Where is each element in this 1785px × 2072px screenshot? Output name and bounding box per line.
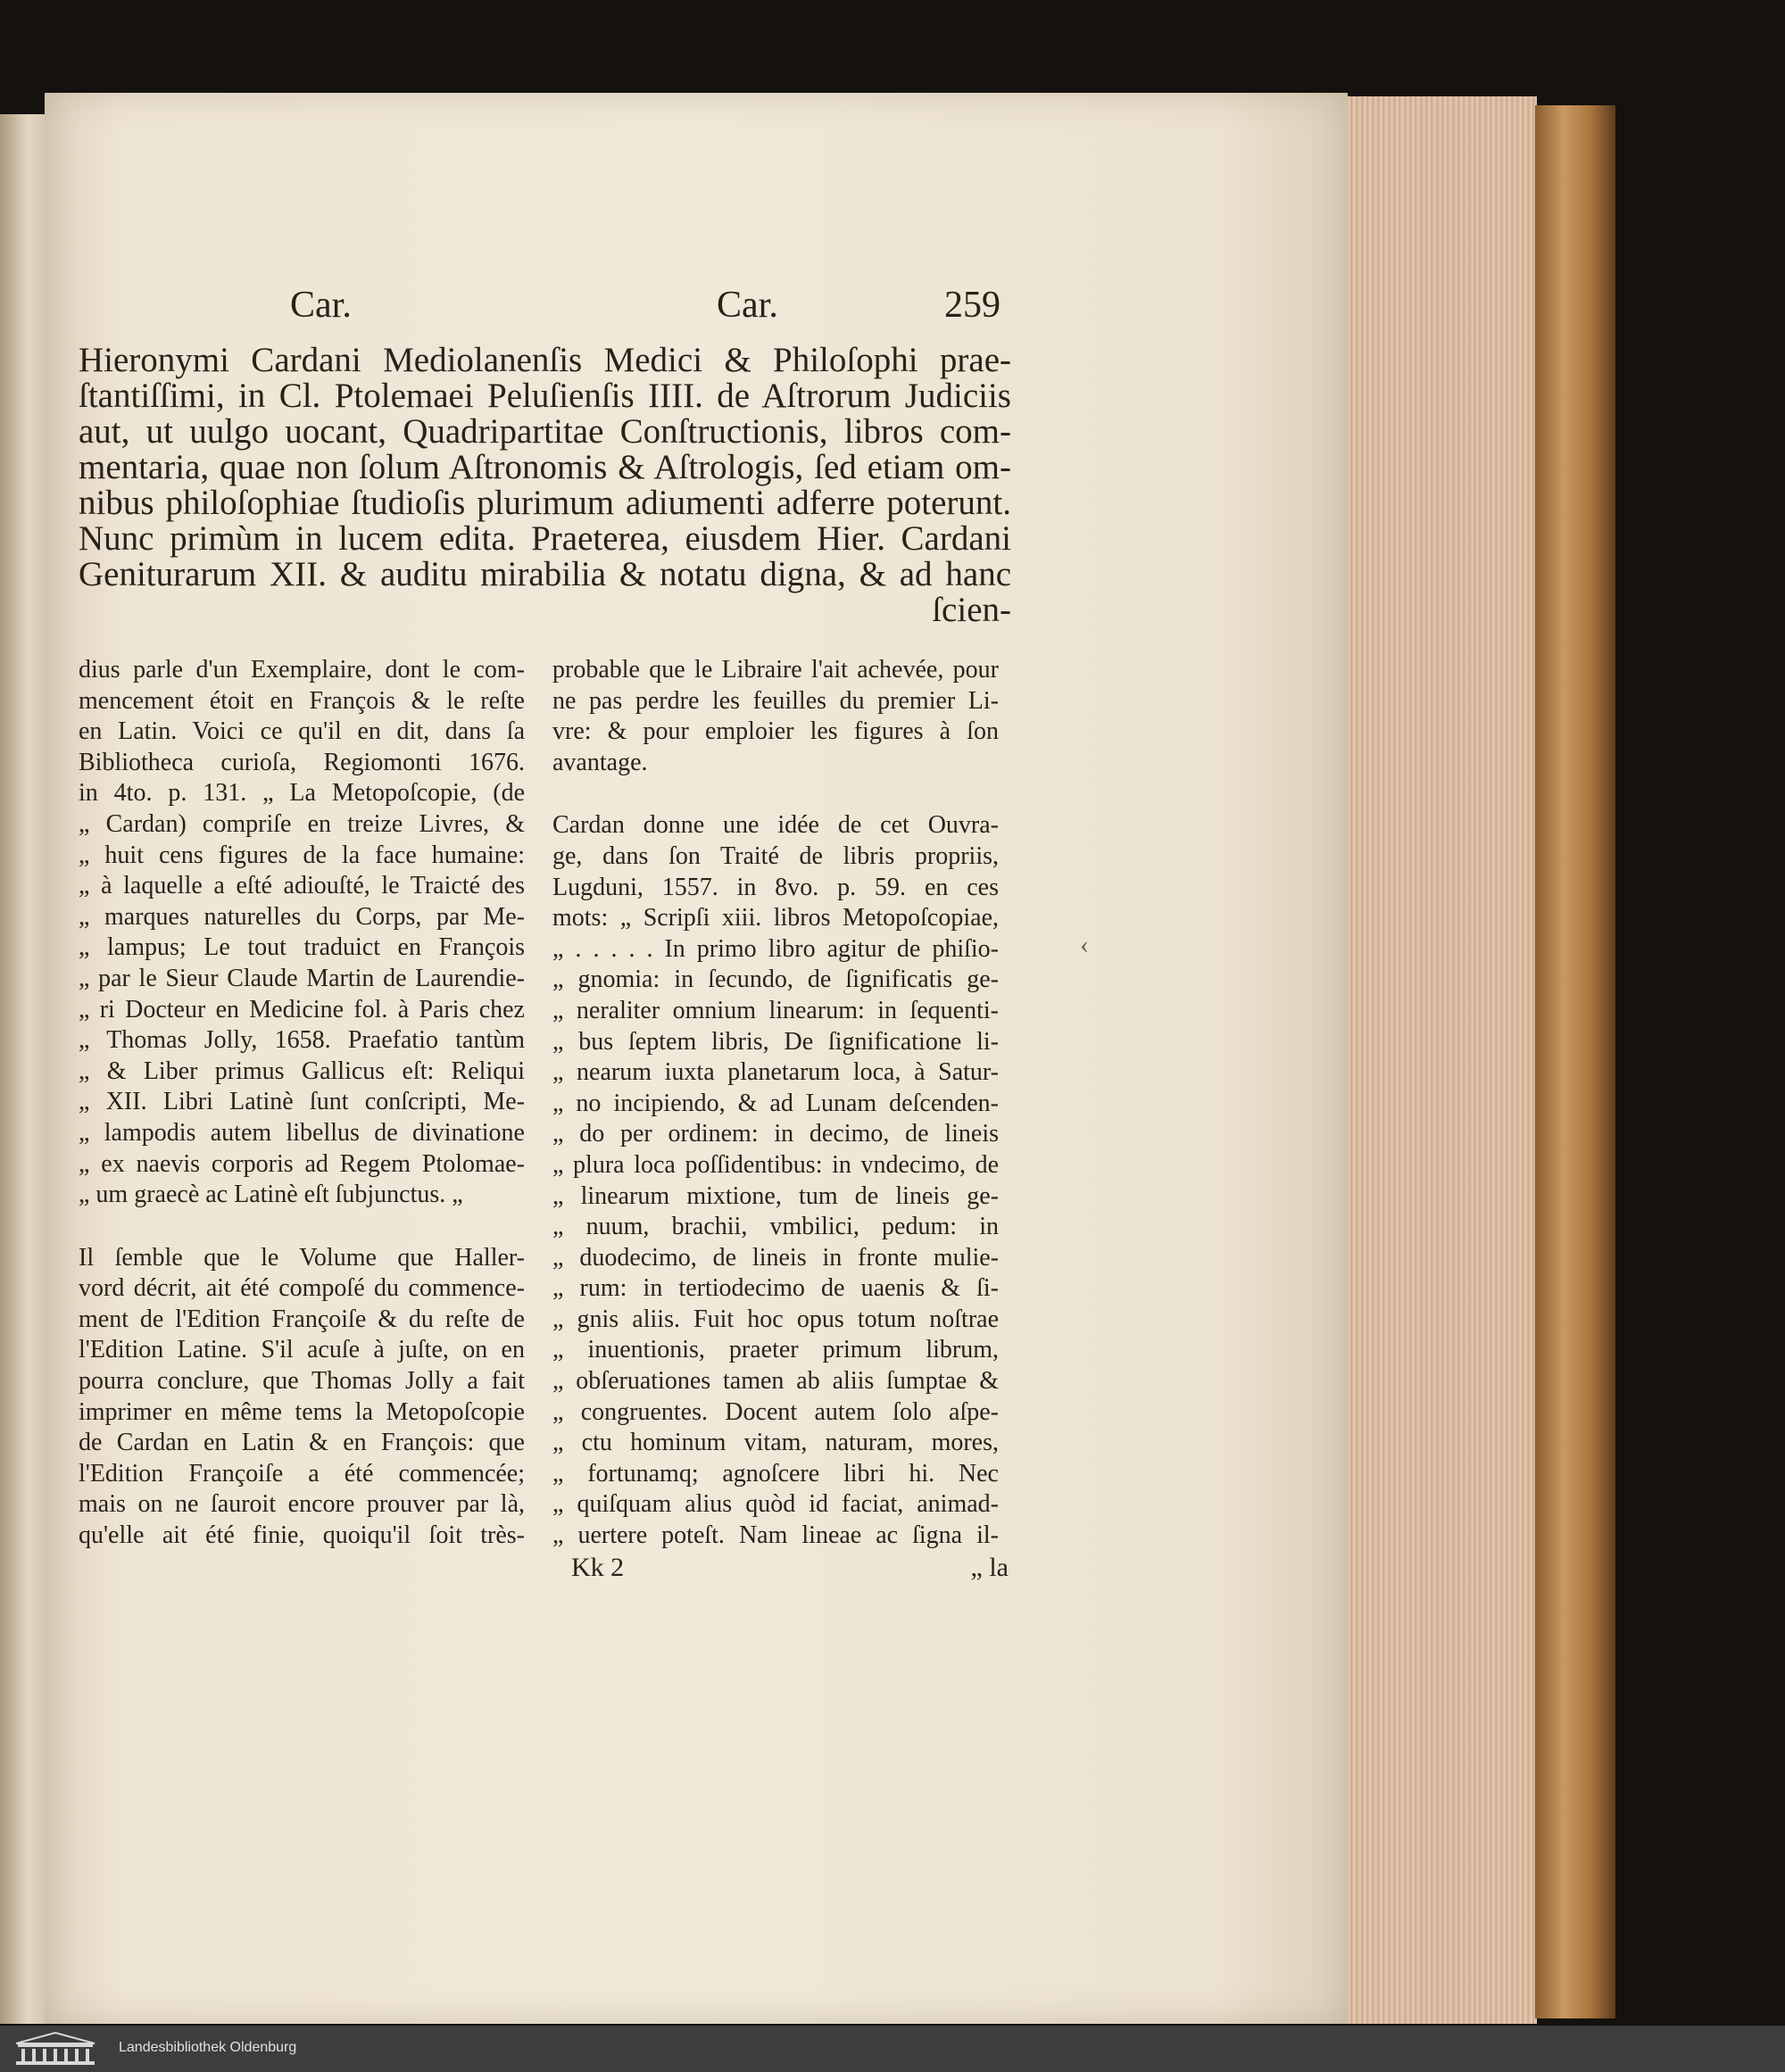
text-line: mots: „ Scripſi xiii. libros Metopoſcopiae, xyxy=(552,904,999,932)
title-line: Geniturarum XII. & auditu mirabilia & notatu digna, & ad hanc xyxy=(79,555,1011,593)
text-line: „ fortunamq; agnoſcere libri hi. Nec xyxy=(552,1459,999,1488)
title-line: Hieronymi Cardani Mediolanenſis Medici & Philoſophi prae- xyxy=(79,341,1011,379)
title-line: ſtantiſſimi, in Cl. Ptolemaei Peluſienſis IIII. de Aſtrorum Judiciis xyxy=(79,377,1011,415)
text-line: „ Cardan) compriſe en treize Livres, & xyxy=(79,809,525,838)
text-line: ge, dans ſon Traité de libris propriis, xyxy=(552,841,999,870)
text-line: „ nearum iuxta planetarum loca, à Satur- xyxy=(552,1058,999,1087)
text-line: „ ctu hominum vitam, naturam, mores, xyxy=(552,1429,999,1457)
text-line: „ gnis aliis. Fuit hoc opus totum noſtrae xyxy=(552,1305,999,1333)
title-line: ſcien- xyxy=(932,591,1011,629)
text-line: pourra conclure, que Thomas Jolly a fait xyxy=(79,1367,525,1396)
text-line: „ & Liber primus Gallicus eſt: Reliqui xyxy=(79,1057,525,1085)
text-line: „ marques naturelles du Corps, par Me- xyxy=(79,902,525,931)
signature-mark: Kk 2 xyxy=(571,1553,625,1582)
title-line: mentaria, quae non ſolum Aſtronomis & Aſtrologis, ſed etiam om- xyxy=(79,448,1011,486)
page-number: 259 xyxy=(944,285,1000,326)
text-line: „ par le Sieur Claude Martin de Laurendie- xyxy=(79,964,525,992)
left-page-edge xyxy=(0,114,48,2024)
text-line: l'Edition Latine. S'il acuſe à juſte, on en xyxy=(79,1336,525,1364)
text-line: in 4to. p. 131. „ La Metopoſcopie, (de xyxy=(79,779,525,808)
library-building-icon xyxy=(11,2031,100,2067)
title-line: Nunc primùm in lucem edita. Praeterea, eiusdem Hier. Cardani xyxy=(79,519,1011,558)
text-line: „ no incipiendo, & ad Lunam deſcenden- xyxy=(552,1089,999,1117)
margin-mark: ‹ xyxy=(1080,930,1089,959)
text-line: „ XII. Libri Latinè ſunt conſcripti, Me- xyxy=(79,1088,525,1116)
title-line: nibus philoſophiae ſtudioſis plurimum adiumenti adferre poterunt. xyxy=(79,484,1011,522)
catchword: „ la xyxy=(970,1553,1009,1582)
text-line: „ um graecè ac Latinè eſt ſubjunctus. „ xyxy=(79,1181,463,1209)
text-line: vord décrit, ait été compoſé du commence- xyxy=(79,1274,525,1303)
text-line: „ . . . . . In primo libro agitur de phiſio- xyxy=(552,934,999,963)
left-column xyxy=(79,655,525,1552)
paragraph-gap xyxy=(79,1211,525,1243)
text-line: „ ri Docteur en Medicine fol. à Paris chez xyxy=(79,995,525,1024)
text-line: „ plura loca poſſidentibus: in vndecimo, de xyxy=(552,1150,999,1179)
text-line: „ lampodis autem libellus de divinatione xyxy=(79,1118,525,1147)
footer-bar xyxy=(0,2026,1785,2072)
text-line: „ obſeruationes tamen ab aliis ſumptae & xyxy=(552,1367,999,1396)
text-line: avantage. xyxy=(552,748,648,776)
text-line: „ inuentionis, praeter primum librum, xyxy=(552,1336,999,1364)
text-line: l'Edition Françoiſe a été commencée; xyxy=(79,1459,525,1488)
text-line: „ linearum mixtione, tum de lineis ge- xyxy=(552,1181,999,1210)
text-line: „ uertere poteſt. Nam lineae ac ſigna il- xyxy=(552,1521,999,1550)
running-head-left: Car. xyxy=(290,285,352,326)
text-line: „ bus ſeptem libris, De ſignificatione li- xyxy=(552,1027,999,1056)
text-line: imprimer en même tems la Metopoſcopie xyxy=(79,1397,525,1426)
text-line: Il ſemble que le Volume que Haller- xyxy=(79,1243,525,1272)
text-line: „ lampus; Le tout traduict en François xyxy=(79,933,525,962)
text-line: „ neraliter omnium linearum: in ſequenti- xyxy=(552,996,999,1024)
text-line: dius parle d'un Exemplaire, dont le com- xyxy=(79,656,525,684)
text-line: Bibliotheca curioſa, Regiomonti 1676. xyxy=(79,748,525,776)
text-line: ne pas perdre les feuilles du premier Li- xyxy=(552,686,999,715)
text-line: de Cardan en Latin & en François: que xyxy=(79,1429,525,1457)
paragraph-gap xyxy=(552,778,999,810)
right-column xyxy=(552,655,999,1552)
text-line: „ quiſquam alius quòd id faciat, animad- xyxy=(552,1490,999,1519)
text-line: „ ex naevis corporis ad Regem Ptolomae- xyxy=(79,1149,525,1178)
text-line: mencement étoit en François & le reſte xyxy=(79,686,525,715)
text-line: Lugduni, 1557. in 8vo. p. 59. en ces xyxy=(552,873,999,901)
text-line: Cardan donne une idée de cet Ouvra- xyxy=(552,811,999,840)
title-entry xyxy=(79,343,1011,628)
leather-binding xyxy=(1535,105,1615,2018)
text-line: „ do per ordinem: in decimo, de lineis xyxy=(552,1120,999,1148)
text-line: en Latin. Voici ce qu'il en dit, dans ſa xyxy=(79,717,525,746)
text-line: „ rum: in tertiodecimo de uaenis & ſi- xyxy=(552,1274,999,1303)
text-line: qu'elle ait été finie, quoiqu'il ſoit très- xyxy=(79,1521,525,1550)
text-line: probable que le Libraire l'ait achevée, pour xyxy=(552,656,999,684)
text-line: „ à laquelle a eſté adiouſté, le Traicté des xyxy=(79,872,525,900)
library-name: Landesbibliothek Oldenburg xyxy=(119,2040,297,2055)
text-line: „ duodecimo, de lineis in fronte mulie- xyxy=(552,1243,999,1272)
title-line: aut, ut uulgo uocant, Quadripartitae Conſtructionis, libros com- xyxy=(79,412,1011,451)
text-line: ment de l'Edition Françoiſe & du reſte de xyxy=(79,1305,525,1333)
text-line: vre: & pour emploier les figures à ſon xyxy=(552,717,999,746)
text-line: „ nuum, brachii, vmbilici, pedum: in xyxy=(552,1213,999,1241)
text-line: „ huit cens figures de la face humaine: xyxy=(79,841,525,869)
text-line: mais on ne ſauroit encore prouver par là, xyxy=(79,1490,525,1519)
text-line: „ congruentes. Docent autem ſolo aſpe- xyxy=(552,1397,999,1426)
text-line: „ Thomas Jolly, 1658. Praefatio tantùm xyxy=(79,1026,525,1055)
page-edge-stack xyxy=(1346,96,1537,2024)
running-head-center: Car. xyxy=(717,285,778,326)
text-line: „ gnomia: in ſecundo, de ſignificatis ge- xyxy=(552,966,999,994)
